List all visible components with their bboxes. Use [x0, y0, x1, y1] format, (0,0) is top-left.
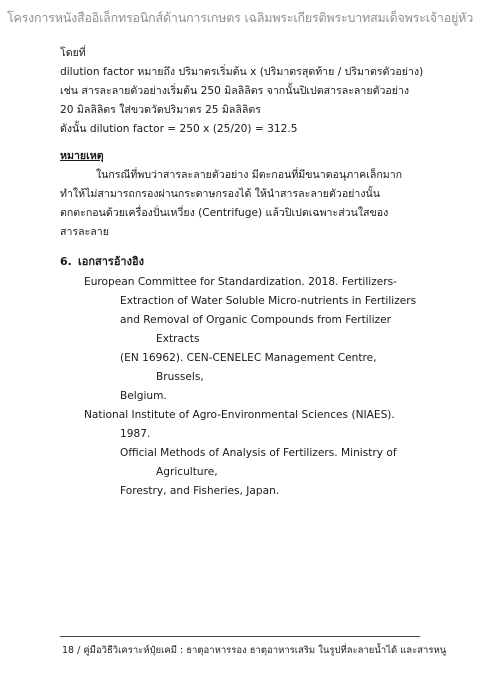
formula-line: ดังนั้น dilution factor = 250 x (25/20) = 312.5	[60, 123, 298, 135]
body-line: dilution factor หมายถึง ปริมาตรเริ่มต้น x (ปริมาตรสุดท้าย / ปริมาตรตัวอย่าง)	[60, 66, 424, 78]
note-line: ทำให้ไม่สามารถกรองผ่านกระดาษกรองได้ ให้นำสารละลายตัวอย่างนั้น	[60, 188, 380, 200]
reference-line: (EN 16962). CEN-CENELEC Management Centre, Brussels,	[120, 352, 377, 383]
reference-line: Belgium.	[120, 390, 167, 402]
body-line: 20 มิลลิลิตร ใส่ขวดวัดปริมาตร 25 มิลลิลิตร	[60, 104, 261, 116]
reference-line: European Committee for Standardization. 2018. Fertilizers-	[84, 276, 397, 288]
section-number: 6.	[60, 255, 72, 268]
where-label: โดยที่	[60, 47, 86, 59]
reference-line: Official Methods of Analysis of Fertilizers. Ministry of Agriculture,	[120, 447, 397, 478]
reference-item	[84, 406, 420, 501]
reference-line: National Institute of Agro-Environmental Sciences (NIAES). 1987.	[84, 409, 395, 440]
reference-line: and Removal of Organic Compounds from Fertilizer Extracts	[120, 314, 391, 345]
footer-divider	[60, 636, 420, 637]
reference-item	[84, 273, 420, 406]
section-title: เอกสารอ้างอิง	[78, 255, 144, 268]
reference-line: Forestry, and Fisheries, Japan.	[120, 485, 280, 497]
running-header: โครงการหนังสืออิเล็กทรอนิกส์ด้านการเกษตร เฉลิมพระเกียรติพระบาทสมเด็จพระเจ้าอยู่หัว	[6, 10, 474, 25]
note-line: สารละลาย	[60, 226, 109, 238]
reference-line: Extraction of Water Soluble Micro-nutrients in Fertilizers	[120, 295, 417, 307]
body-line: เช่น สารละลายตัวอย่างเริ่มต้น 250 มิลลิลิตร จากนั้นปิเปตสารละลายตัวอย่าง	[60, 85, 410, 97]
page-footer: 18 / คู่มือวิธีวิเคราะห์ปุ๋ยเคมี : ธาตุอาหารรอง ธาตุอาหารเสริม ในรูปที่ละลายน้ำได้ และสารหนู	[62, 645, 447, 656]
note-line: ในกรณีที่พบว่าสารละลายตัวอย่าง มีตะกอนที่มีขนาดอนุภาคเล็กมาก	[96, 169, 403, 181]
reference-list	[60, 273, 420, 501]
page-content	[60, 44, 424, 501]
note-line: ตกตะกอนด้วยเครื่องปั่นเหวี่ยง (Centrifuge) แล้วปิเปตเฉพาะส่วนใสของ	[60, 207, 389, 219]
section-heading	[60, 252, 420, 271]
note-heading: หมายเหตุ	[60, 150, 104, 162]
